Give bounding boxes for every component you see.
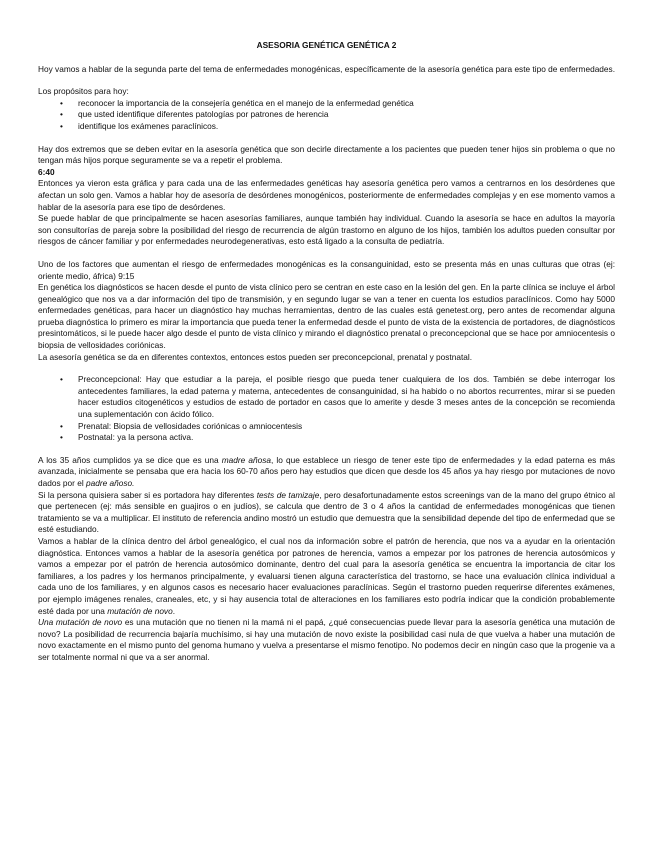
list-item: • Preconcepcional: Hay que estudiar a la pareja, el posible riesgo que pueda tener cualquiera de los dos. También se debe interrogar los antecedentes familiares, la edad paterna y materna, antecedentes de consanguinidad, si ha habido o no abortos recurrentes, mirar si se pueden hacer estudios citogenéticos y estudios de estado de portador en casos que lo amerite y desde 3 meses antes de la concepción se recomienda una suplementación con ácido fólico. <box>38 374 615 420</box>
list-item: • reconocer la importancia de la consejería genética en el manejo de la enfermedad genética <box>38 98 615 110</box>
family-paragraph: Se puede hablar de que principalmente se hacen asesorías familiares, aunque también hay individual. Cuando la asesoría se hace en adultos la mayoría son consultorías de pareja sobre la posibilidad del riesgo de recurrencia de algún trastorno en alguno de los hijos, también los adultos pueden consultar por riesgos de cáncer familiar y por enfermedades neurodegenerativas, esto está ligado a la consulta de pediatría. <box>38 213 615 247</box>
list-item: • Prenatal: Biopsia de vellosidades coriónicas o amniocentesis <box>38 421 615 433</box>
italic-term: padre añoso. <box>85 478 135 488</box>
italic-term: Una mutación de novo <box>38 617 123 628</box>
de-novo-paragraph: Una mutación de novo es una mutación que no tienen ni la mamá ni el papá, ¿qué consecuencias puede llevar para la asesoría genética una mutación de novo? La posibilidad de recurrencia bajaría muchísimo, si hay una mutación de novo existe la posibilidad casi nula de que vuelva a haber una mutación de novo exactamente en el mismo punto del genoma humano y vuelva a presentarse el mismo fenotipo. No podemos decir en ningún caso que la progenie va a ser totalmente normal ni que va a ser anormal. <box>38 617 615 662</box>
age-paragraph: A los 35 años cumplidos ya se dice que es una madre añosa, lo que establece un riesgo de tener este tipo de enfermedades y la edad paterna es más avanzada, inicialmente se pensaba que era hacia los 60-70 años pero hay estudios que dicen que desde los 45 años ya hay riesgo por mutaciones de novo dados por el padre añoso. <box>38 454 616 488</box>
purposes-list <box>38 98 615 133</box>
intro-paragraph: Hoy vamos a hablar de la segunda parte del tema de enfermedades monogénicas, específicamente de la asesoría genética para este tipo de enfermedades. <box>38 63 615 74</box>
diagnosis-paragraph: En genética los diagnósticos se hacen desde el punto de vista clínico pero se centran en este caso en la lesión del gen. En la parte clínica se incluye el árbol genealógico que nos va a dar información del tipo de transmisión, y en segundo lugar se van a tener en cuenta los estudios paraclínicos. Como hay 5000 enfermedades genéticas, para hacer un diagnóstico hay muchas herramientas, dentro de las cuales está genetest.org, pero antes de recomendar alguna prueba diagnóstica lo primero es mirar la importancia que pueda tener la enfermedad desde el punto de vista de la existencia de portadores, de diagnósticos presintomáticos, si le puede hacer algo desde el punto de vista clínico y mirando el diagnóstico prenatal o preconcepcional que se hace por amniocentesis o biopsia de vellosidades coriónicas. <box>38 282 615 351</box>
list-item: • que usted identifique diferentes patologías por patrones de herencia <box>38 109 615 121</box>
consanguinity-paragraph: Uno de los factores que aumentan el riesgo de enfermedades monogénicas es la consanguinidad, esto se presenta más en unas culturas que otras (ej: oriente medio, áfrica) 9:15 <box>38 258 615 281</box>
italic-term: tests de tamizaje <box>256 489 320 500</box>
list-item: • Postnatal: ya la persona activa. <box>38 432 615 444</box>
extremes-paragraph: Hay dos extremos que se deben evitar en la asesoría genética que son decirle directamente a los pacientes que pueden tener hijos sin problema o que no tengan más hijos porque seguramente se va a repetir el problema. <box>38 143 615 166</box>
purposes-heading: Los propósitos para hoy: <box>38 86 129 97</box>
screening-paragraph: Si la persona quisiera saber si es portadora hay diferentes tests de tamizaje, pero desafortunadamente estos screenings van de la mano del grupo étnico al que pertenecen (ej: más sensible en guajiros o en judíos), se calcula que dentro de 3 o 4 años la cantidad de enfermedades monogénicas que tienen tratamiento se va a multiplicar. El instituto de referencia andino mostró un estudio que demuestra que la sensibilidad depende del tipo de enfermedad que se esté estudiando. <box>38 489 615 535</box>
italic-term: madre añosa <box>221 454 271 465</box>
graph-paragraph: Entonces ya vieron esta gráfica y para cada una de las enfermedades genéticas hay asesoría genética pero vamos a centrarnos en los desórdenes que afectan un solo gen. Vamos a hablar hoy de asesoría de desórdenes monogénicos, posteriormente de enfermedades complejas y en ese momento vamos a hablar de la asesoría para ese tipo de desórdenes. <box>38 178 615 212</box>
timestamp: 6:40 <box>38 166 55 177</box>
list-item: • identifique los exámenes paraclínicos. <box>38 121 615 133</box>
inheritance-paragraph: Vamos a hablar de la clínica dentro del árbol genealógico, el cual nos da información sobre el patrón de herencia, que nos va a ayudar en la orientación diagnóstica. Entonces vamos a hablar de la asesoría genética por patrones de herencia, vamos a empezar por los patrones de herencia autosómicos y vamos a empezar por el patrón de herencia autosómico dominante, dentro del cual para la asesoría genética se encuentra la importancia de citar los familiares, a los padres y los hermanos principalmente, y evaluarsi tienen alguna característica del trastorno, se hace una evaluación clínica individual a cada uno de los familiares, y en algunos casos es necesario hacer evaluaciones paraclínicas. Según el trastorno pueden requerirse diferentes exámenes, por ejemplo imágenes renales, craneales, etc, y si hay ausencia total de alteraciones en los familiares esto podría indicar que la condición probablemente esté dada por una mutación de novo. <box>38 535 615 616</box>
contexts-paragraph: La asesoría genética se da en diferentes contextos, entonces estos pueden ser preconcepcional, prenatal y postnatal. <box>38 351 473 362</box>
italic-term: mutación de novo <box>107 605 173 616</box>
document-title: ASESORIA GENÉTICA GENÉTICA 2 <box>256 40 397 50</box>
contexts-list <box>38 374 615 444</box>
